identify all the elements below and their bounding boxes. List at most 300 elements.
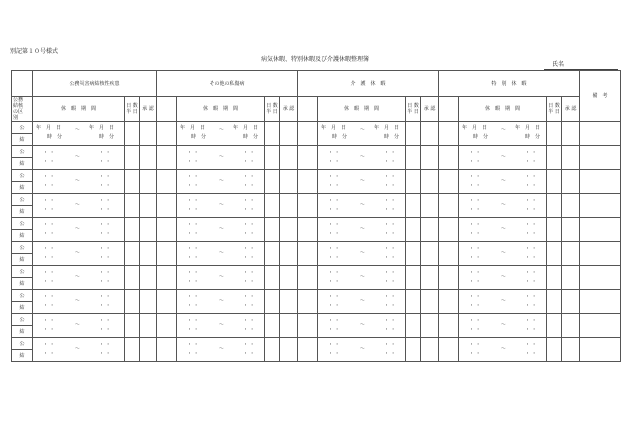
end-date-dots: ・ ・ bbox=[243, 173, 255, 180]
end-time-units: 時 分 bbox=[384, 133, 400, 140]
end-time-dots: ・ ・ bbox=[99, 254, 111, 261]
remarks-cell[interactable] bbox=[580, 242, 621, 266]
start-time-dots: ・ ・ bbox=[187, 350, 199, 357]
approval-cell[interactable] bbox=[421, 314, 439, 338]
days-cell[interactable] bbox=[265, 314, 280, 338]
approval-cell[interactable] bbox=[280, 290, 298, 314]
period-tilde: ～ bbox=[360, 273, 366, 280]
start-date-dots: ・ ・ bbox=[469, 293, 481, 300]
category-public-label: 公 bbox=[12, 218, 33, 230]
period-cell[interactable] bbox=[318, 290, 406, 314]
approval-cell[interactable] bbox=[562, 170, 580, 194]
approval-cell[interactable] bbox=[421, 146, 439, 170]
days-cell[interactable] bbox=[125, 314, 140, 338]
days-cell[interactable] bbox=[547, 266, 562, 290]
remarks-cell[interactable] bbox=[580, 194, 621, 218]
group-lead-cell[interactable] bbox=[298, 242, 318, 266]
start-time-dots: ・ ・ bbox=[43, 158, 55, 165]
group-lead-cell[interactable] bbox=[298, 314, 318, 338]
period-tilde: ～ bbox=[219, 153, 225, 160]
start-date-dots: ・ ・ bbox=[43, 221, 55, 228]
period-tilde: ～ bbox=[75, 153, 81, 160]
period-tilde: ～ bbox=[219, 177, 225, 184]
start-time-dots: ・ ・ bbox=[328, 158, 340, 165]
start-time-dots: ・ ・ bbox=[328, 326, 340, 333]
group-lead-cell[interactable] bbox=[298, 218, 318, 242]
days-header bbox=[547, 97, 562, 122]
approval-header: 承 認 bbox=[562, 97, 580, 122]
start-time-dots: ・ ・ bbox=[187, 230, 199, 237]
approval-cell[interactable] bbox=[140, 314, 157, 338]
group-header-row bbox=[12, 71, 621, 97]
table-row bbox=[12, 290, 621, 302]
approval-cell[interactable] bbox=[140, 218, 157, 242]
remarks-cell[interactable] bbox=[580, 290, 621, 314]
period-cell[interactable] bbox=[177, 290, 265, 314]
end-time-units: 時 分 bbox=[99, 133, 115, 140]
start-time-dots: ・ ・ bbox=[43, 182, 55, 189]
period-cell[interactable] bbox=[177, 242, 265, 266]
days-cell[interactable] bbox=[125, 218, 140, 242]
group-lead-cell[interactable] bbox=[157, 194, 177, 218]
period-cell[interactable] bbox=[459, 194, 547, 218]
period-tilde: ～ bbox=[360, 201, 366, 208]
period-cell[interactable] bbox=[318, 194, 406, 218]
group-lead-cell[interactable] bbox=[157, 122, 177, 146]
period-cell[interactable] bbox=[177, 122, 265, 146]
group-lead-cell[interactable] bbox=[439, 194, 459, 218]
remarks-cell[interactable] bbox=[580, 266, 621, 290]
start-date-dots: ・ ・ bbox=[469, 245, 481, 252]
days-cell[interactable] bbox=[547, 242, 562, 266]
start-time-dots: ・ ・ bbox=[469, 302, 481, 309]
period-cell[interactable] bbox=[177, 314, 265, 338]
group-header-public-injury: 公務災害病結核性疾患 bbox=[33, 71, 157, 97]
days-cell[interactable] bbox=[125, 290, 140, 314]
period-cell[interactable] bbox=[459, 314, 547, 338]
period-cell[interactable] bbox=[33, 170, 125, 194]
end-time-dots: ・ ・ bbox=[384, 230, 396, 237]
period-tilde: ～ bbox=[75, 321, 81, 328]
table-row bbox=[12, 218, 621, 230]
period-tilde: ～ bbox=[501, 126, 507, 133]
start-date-dots: ・ ・ bbox=[469, 221, 481, 228]
period-cell[interactable] bbox=[177, 194, 265, 218]
remarks-cell[interactable] bbox=[580, 218, 621, 242]
end-time-dots: ・ ・ bbox=[243, 254, 255, 261]
start-date-dots: ・ ・ bbox=[328, 197, 340, 204]
approval-cell[interactable] bbox=[140, 146, 157, 170]
start-date-dots: ・ ・ bbox=[469, 341, 481, 348]
days-cell[interactable] bbox=[125, 122, 140, 146]
group-lead-cell[interactable] bbox=[298, 122, 318, 146]
period-cell[interactable] bbox=[33, 218, 125, 242]
group-lead-cell[interactable] bbox=[439, 218, 459, 242]
period-cell[interactable] bbox=[318, 266, 406, 290]
approval-cell[interactable] bbox=[140, 266, 157, 290]
days-cell[interactable] bbox=[406, 290, 421, 314]
period-cell[interactable] bbox=[318, 122, 406, 146]
category-header bbox=[12, 97, 33, 122]
start-date-dots: ・ ・ bbox=[328, 245, 340, 252]
approval-cell[interactable] bbox=[421, 266, 439, 290]
period-tilde: ～ bbox=[360, 345, 366, 352]
days-cell[interactable] bbox=[547, 338, 562, 362]
period-cell[interactable] bbox=[318, 314, 406, 338]
end-date-dots: ・ ・ bbox=[384, 221, 396, 228]
period-header: 休 暇 期 間 bbox=[33, 97, 125, 122]
period-tilde: ～ bbox=[501, 201, 507, 208]
remarks-cell[interactable] bbox=[580, 122, 621, 146]
approval-cell[interactable] bbox=[280, 146, 298, 170]
days-cell[interactable] bbox=[125, 266, 140, 290]
approval-cell[interactable] bbox=[280, 194, 298, 218]
days-cell[interactable] bbox=[265, 170, 280, 194]
days-cell[interactable] bbox=[265, 266, 280, 290]
end-time-dots: ・ ・ bbox=[243, 182, 255, 189]
days-cell[interactable] bbox=[406, 170, 421, 194]
end-date-dots: ・ ・ bbox=[99, 149, 111, 156]
group-lead-cell[interactable] bbox=[298, 266, 318, 290]
period-tilde: ～ bbox=[501, 177, 507, 184]
period-cell[interactable] bbox=[459, 290, 547, 314]
end-date-dots: ・ ・ bbox=[384, 197, 396, 204]
group-lead-cell bbox=[157, 97, 177, 122]
end-time-dots: ・ ・ bbox=[99, 302, 111, 309]
period-tilde: ～ bbox=[219, 321, 225, 328]
approval-cell[interactable] bbox=[280, 170, 298, 194]
days-cell[interactable] bbox=[125, 194, 140, 218]
start-time-dots: ・ ・ bbox=[187, 158, 199, 165]
approval-cell[interactable] bbox=[280, 266, 298, 290]
start-date-dots: ・ ・ bbox=[328, 341, 340, 348]
period-tilde: ～ bbox=[75, 297, 81, 304]
period-tilde: ～ bbox=[219, 249, 225, 256]
days-cell[interactable] bbox=[125, 338, 140, 362]
period-cell[interactable] bbox=[318, 242, 406, 266]
approval-cell[interactable] bbox=[140, 242, 157, 266]
group-lead-cell[interactable] bbox=[439, 122, 459, 146]
group-lead-cell[interactable] bbox=[439, 266, 459, 290]
period-tilde: ～ bbox=[219, 345, 225, 352]
end-time-dots: ・ ・ bbox=[99, 350, 111, 357]
days-cell[interactable] bbox=[406, 338, 421, 362]
end-date-dots: ・ ・ bbox=[243, 197, 255, 204]
start-time-dots: ・ ・ bbox=[328, 302, 340, 309]
category-public-label: 公 bbox=[12, 194, 33, 206]
period-cell[interactable] bbox=[33, 266, 125, 290]
group-lead-cell[interactable] bbox=[157, 290, 177, 314]
period-header: 休 暇 期 間 bbox=[318, 97, 406, 122]
approval-cell[interactable] bbox=[280, 338, 298, 362]
period-tilde: ～ bbox=[75, 225, 81, 232]
period-cell[interactable] bbox=[33, 290, 125, 314]
start-time-dots: ・ ・ bbox=[328, 254, 340, 261]
period-tilde: ～ bbox=[501, 273, 507, 280]
start-date-dots: ・ ・ bbox=[187, 149, 199, 156]
days-cell[interactable] bbox=[265, 146, 280, 170]
days-cell[interactable] bbox=[547, 146, 562, 170]
approval-cell[interactable] bbox=[280, 242, 298, 266]
start-time-dots: ・ ・ bbox=[43, 278, 55, 285]
group-lead-cell[interactable] bbox=[157, 338, 177, 362]
group-lead-cell[interactable] bbox=[157, 266, 177, 290]
group-lead-cell[interactable] bbox=[439, 338, 459, 362]
group-lead-cell[interactable] bbox=[439, 170, 459, 194]
period-header: 休 暇 期 間 bbox=[459, 97, 547, 122]
start-time-dots: ・ ・ bbox=[469, 230, 481, 237]
days-cell[interactable] bbox=[265, 290, 280, 314]
period-cell[interactable] bbox=[459, 338, 547, 362]
end-time-dots: ・ ・ bbox=[243, 302, 255, 309]
days-header bbox=[406, 97, 421, 122]
start-date-dots: ・ ・ bbox=[43, 317, 55, 324]
approval-cell[interactable] bbox=[421, 242, 439, 266]
days-cell[interactable] bbox=[406, 218, 421, 242]
approval-cell[interactable] bbox=[562, 218, 580, 242]
period-cell[interactable] bbox=[318, 146, 406, 170]
approval-cell[interactable] bbox=[562, 338, 580, 362]
start-time-units: 時 分 bbox=[191, 133, 207, 140]
days-cell[interactable] bbox=[265, 122, 280, 146]
approval-cell[interactable] bbox=[140, 122, 157, 146]
days-cell[interactable] bbox=[547, 290, 562, 314]
days-cell[interactable] bbox=[265, 194, 280, 218]
end-date-dots: ・ ・ bbox=[99, 293, 111, 300]
period-header: 休 暇 期 間 bbox=[177, 97, 265, 122]
end-time-dots: ・ ・ bbox=[243, 326, 255, 333]
period-tilde: ～ bbox=[219, 201, 225, 208]
end-time-dots: ・ ・ bbox=[525, 158, 537, 165]
days-header-top: 日 数 bbox=[126, 103, 138, 109]
approval-header: 承 認 bbox=[421, 97, 439, 122]
period-cell[interactable] bbox=[459, 266, 547, 290]
period-tilde: ～ bbox=[360, 321, 366, 328]
end-time-dots: ・ ・ bbox=[525, 350, 537, 357]
group-lead-cell[interactable] bbox=[298, 170, 318, 194]
end-time-dots: ・ ・ bbox=[525, 302, 537, 309]
start-time-dots: ・ ・ bbox=[328, 182, 340, 189]
period-cell[interactable] bbox=[459, 146, 547, 170]
category-tuberculosis-label: 結 bbox=[12, 326, 33, 338]
end-time-dots: ・ ・ bbox=[99, 182, 111, 189]
period-cell[interactable] bbox=[33, 242, 125, 266]
group-lead-cell[interactable] bbox=[157, 170, 177, 194]
days-cell[interactable] bbox=[547, 218, 562, 242]
days-cell[interactable] bbox=[406, 146, 421, 170]
days-cell[interactable] bbox=[125, 146, 140, 170]
end-date-dots: ・ ・ bbox=[99, 269, 111, 276]
period-tilde: ～ bbox=[501, 345, 507, 352]
approval-cell[interactable] bbox=[421, 218, 439, 242]
start-time-dots: ・ ・ bbox=[469, 158, 481, 165]
period-cell[interactable] bbox=[33, 338, 125, 362]
days-cell[interactable] bbox=[406, 122, 421, 146]
period-tilde: ～ bbox=[75, 201, 81, 208]
approval-cell[interactable] bbox=[562, 266, 580, 290]
days-cell[interactable] bbox=[406, 194, 421, 218]
days-cell[interactable] bbox=[265, 242, 280, 266]
end-date-units: 年 月 日 bbox=[515, 124, 541, 131]
group-lead-cell[interactable] bbox=[157, 146, 177, 170]
end-time-dots: ・ ・ bbox=[384, 302, 396, 309]
approval-cell[interactable] bbox=[562, 146, 580, 170]
approval-cell[interactable] bbox=[421, 122, 439, 146]
table-row bbox=[12, 194, 621, 206]
period-cell[interactable] bbox=[459, 218, 547, 242]
days-cell[interactable] bbox=[406, 242, 421, 266]
remarks-cell[interactable] bbox=[580, 170, 621, 194]
category-tuberculosis-label: 結 bbox=[12, 302, 33, 314]
period-cell[interactable] bbox=[177, 170, 265, 194]
end-time-dots: ・ ・ bbox=[99, 158, 111, 165]
start-time-dots: ・ ・ bbox=[187, 326, 199, 333]
start-time-units: 時 分 bbox=[47, 133, 63, 140]
group-lead-cell[interactable] bbox=[439, 314, 459, 338]
end-date-dots: ・ ・ bbox=[525, 293, 537, 300]
remarks-cell[interactable] bbox=[580, 314, 621, 338]
period-cell[interactable] bbox=[33, 194, 125, 218]
end-time-dots: ・ ・ bbox=[384, 326, 396, 333]
category-header-line3: の区 bbox=[13, 109, 24, 115]
approval-cell[interactable] bbox=[280, 122, 298, 146]
end-date-dots: ・ ・ bbox=[99, 173, 111, 180]
approval-cell[interactable] bbox=[562, 194, 580, 218]
group-lead-cell[interactable] bbox=[439, 146, 459, 170]
period-cell[interactable] bbox=[459, 170, 547, 194]
days-cell[interactable] bbox=[547, 122, 562, 146]
start-time-dots: ・ ・ bbox=[469, 350, 481, 357]
group-lead-cell[interactable] bbox=[298, 146, 318, 170]
category-public-label: 公 bbox=[12, 146, 33, 158]
approval-cell[interactable] bbox=[562, 314, 580, 338]
period-cell[interactable] bbox=[318, 170, 406, 194]
group-lead-cell[interactable] bbox=[157, 314, 177, 338]
days-cell[interactable] bbox=[125, 170, 140, 194]
approval-cell[interactable] bbox=[280, 218, 298, 242]
period-cell[interactable] bbox=[318, 218, 406, 242]
corner-cell bbox=[12, 71, 33, 97]
end-time-dots: ・ ・ bbox=[243, 230, 255, 237]
remarks-cell[interactable] bbox=[580, 338, 621, 362]
approval-cell[interactable] bbox=[421, 194, 439, 218]
start-date-dots: ・ ・ bbox=[43, 269, 55, 276]
approval-cell[interactable] bbox=[280, 314, 298, 338]
end-date-dots: ・ ・ bbox=[384, 341, 396, 348]
approval-cell[interactable] bbox=[140, 290, 157, 314]
start-date-dots: ・ ・ bbox=[328, 173, 340, 180]
start-time-dots: ・ ・ bbox=[187, 182, 199, 189]
start-date-dots: ・ ・ bbox=[187, 245, 199, 252]
name-field[interactable] bbox=[544, 59, 618, 70]
start-time-dots: ・ ・ bbox=[328, 350, 340, 357]
group-lead-cell[interactable] bbox=[157, 218, 177, 242]
period-tilde: ～ bbox=[75, 126, 81, 133]
start-date-dots: ・ ・ bbox=[328, 269, 340, 276]
group-lead-cell[interactable] bbox=[439, 290, 459, 314]
approval-cell[interactable] bbox=[562, 122, 580, 146]
days-header-bottom: 半 日 bbox=[548, 109, 560, 115]
start-date-dots: ・ ・ bbox=[187, 317, 199, 324]
approval-cell[interactable] bbox=[421, 290, 439, 314]
end-date-units: 年 月 日 bbox=[89, 124, 115, 131]
period-cell[interactable] bbox=[177, 266, 265, 290]
period-cell[interactable] bbox=[33, 146, 125, 170]
table-row bbox=[12, 170, 621, 182]
days-cell[interactable] bbox=[547, 194, 562, 218]
end-date-dots: ・ ・ bbox=[525, 269, 537, 276]
end-date-dots: ・ ・ bbox=[99, 221, 111, 228]
group-lead-cell[interactable] bbox=[439, 242, 459, 266]
period-cell[interactable] bbox=[177, 338, 265, 362]
approval-cell[interactable] bbox=[421, 338, 439, 362]
start-time-dots: ・ ・ bbox=[187, 278, 199, 285]
period-cell[interactable] bbox=[177, 146, 265, 170]
period-cell[interactable] bbox=[459, 122, 547, 146]
period-tilde: ～ bbox=[360, 153, 366, 160]
days-cell[interactable] bbox=[265, 338, 280, 362]
approval-cell[interactable] bbox=[140, 194, 157, 218]
end-time-dots: ・ ・ bbox=[525, 230, 537, 237]
period-tilde: ～ bbox=[360, 225, 366, 232]
days-cell[interactable] bbox=[406, 314, 421, 338]
start-time-dots: ・ ・ bbox=[469, 326, 481, 333]
group-lead-cell[interactable] bbox=[157, 242, 177, 266]
days-cell[interactable] bbox=[265, 218, 280, 242]
start-date-dots: ・ ・ bbox=[469, 149, 481, 156]
category-tuberculosis-label: 結 bbox=[12, 278, 33, 290]
days-header bbox=[265, 97, 280, 122]
end-time-units: 時 分 bbox=[243, 133, 259, 140]
end-time-dots: ・ ・ bbox=[99, 230, 111, 237]
category-public-label: 公 bbox=[12, 338, 33, 350]
end-date-dots: ・ ・ bbox=[384, 149, 396, 156]
end-date-dots: ・ ・ bbox=[384, 293, 396, 300]
period-tilde: ～ bbox=[360, 177, 366, 184]
end-date-dots: ・ ・ bbox=[243, 245, 255, 252]
start-time-dots: ・ ・ bbox=[187, 254, 199, 261]
days-cell[interactable] bbox=[406, 266, 421, 290]
days-cell[interactable] bbox=[547, 314, 562, 338]
approval-cell[interactable] bbox=[421, 170, 439, 194]
group-lead-cell[interactable] bbox=[298, 338, 318, 362]
category-tuberculosis-label: 結 bbox=[12, 230, 33, 242]
start-date-units: 年 月 日 bbox=[462, 124, 488, 131]
remarks-cell[interactable] bbox=[580, 146, 621, 170]
period-cell[interactable] bbox=[33, 122, 125, 146]
days-cell[interactable] bbox=[125, 242, 140, 266]
days-header-top: 日 数 bbox=[548, 103, 560, 109]
approval-cell[interactable] bbox=[562, 242, 580, 266]
period-cell[interactable] bbox=[33, 314, 125, 338]
group-lead-cell[interactable] bbox=[298, 290, 318, 314]
approval-cell[interactable] bbox=[562, 290, 580, 314]
end-time-dots: ・ ・ bbox=[243, 206, 255, 213]
end-date-dots: ・ ・ bbox=[243, 293, 255, 300]
period-cell[interactable] bbox=[459, 242, 547, 266]
approval-cell[interactable] bbox=[140, 170, 157, 194]
period-cell[interactable] bbox=[318, 338, 406, 362]
period-tilde: ～ bbox=[75, 177, 81, 184]
approval-cell[interactable] bbox=[140, 338, 157, 362]
days-cell[interactable] bbox=[547, 170, 562, 194]
end-time-dots: ・ ・ bbox=[384, 182, 396, 189]
table-row bbox=[12, 266, 621, 278]
group-lead-cell[interactable] bbox=[298, 194, 318, 218]
period-cell[interactable] bbox=[177, 218, 265, 242]
end-date-dots: ・ ・ bbox=[384, 173, 396, 180]
start-date-dots: ・ ・ bbox=[187, 269, 199, 276]
